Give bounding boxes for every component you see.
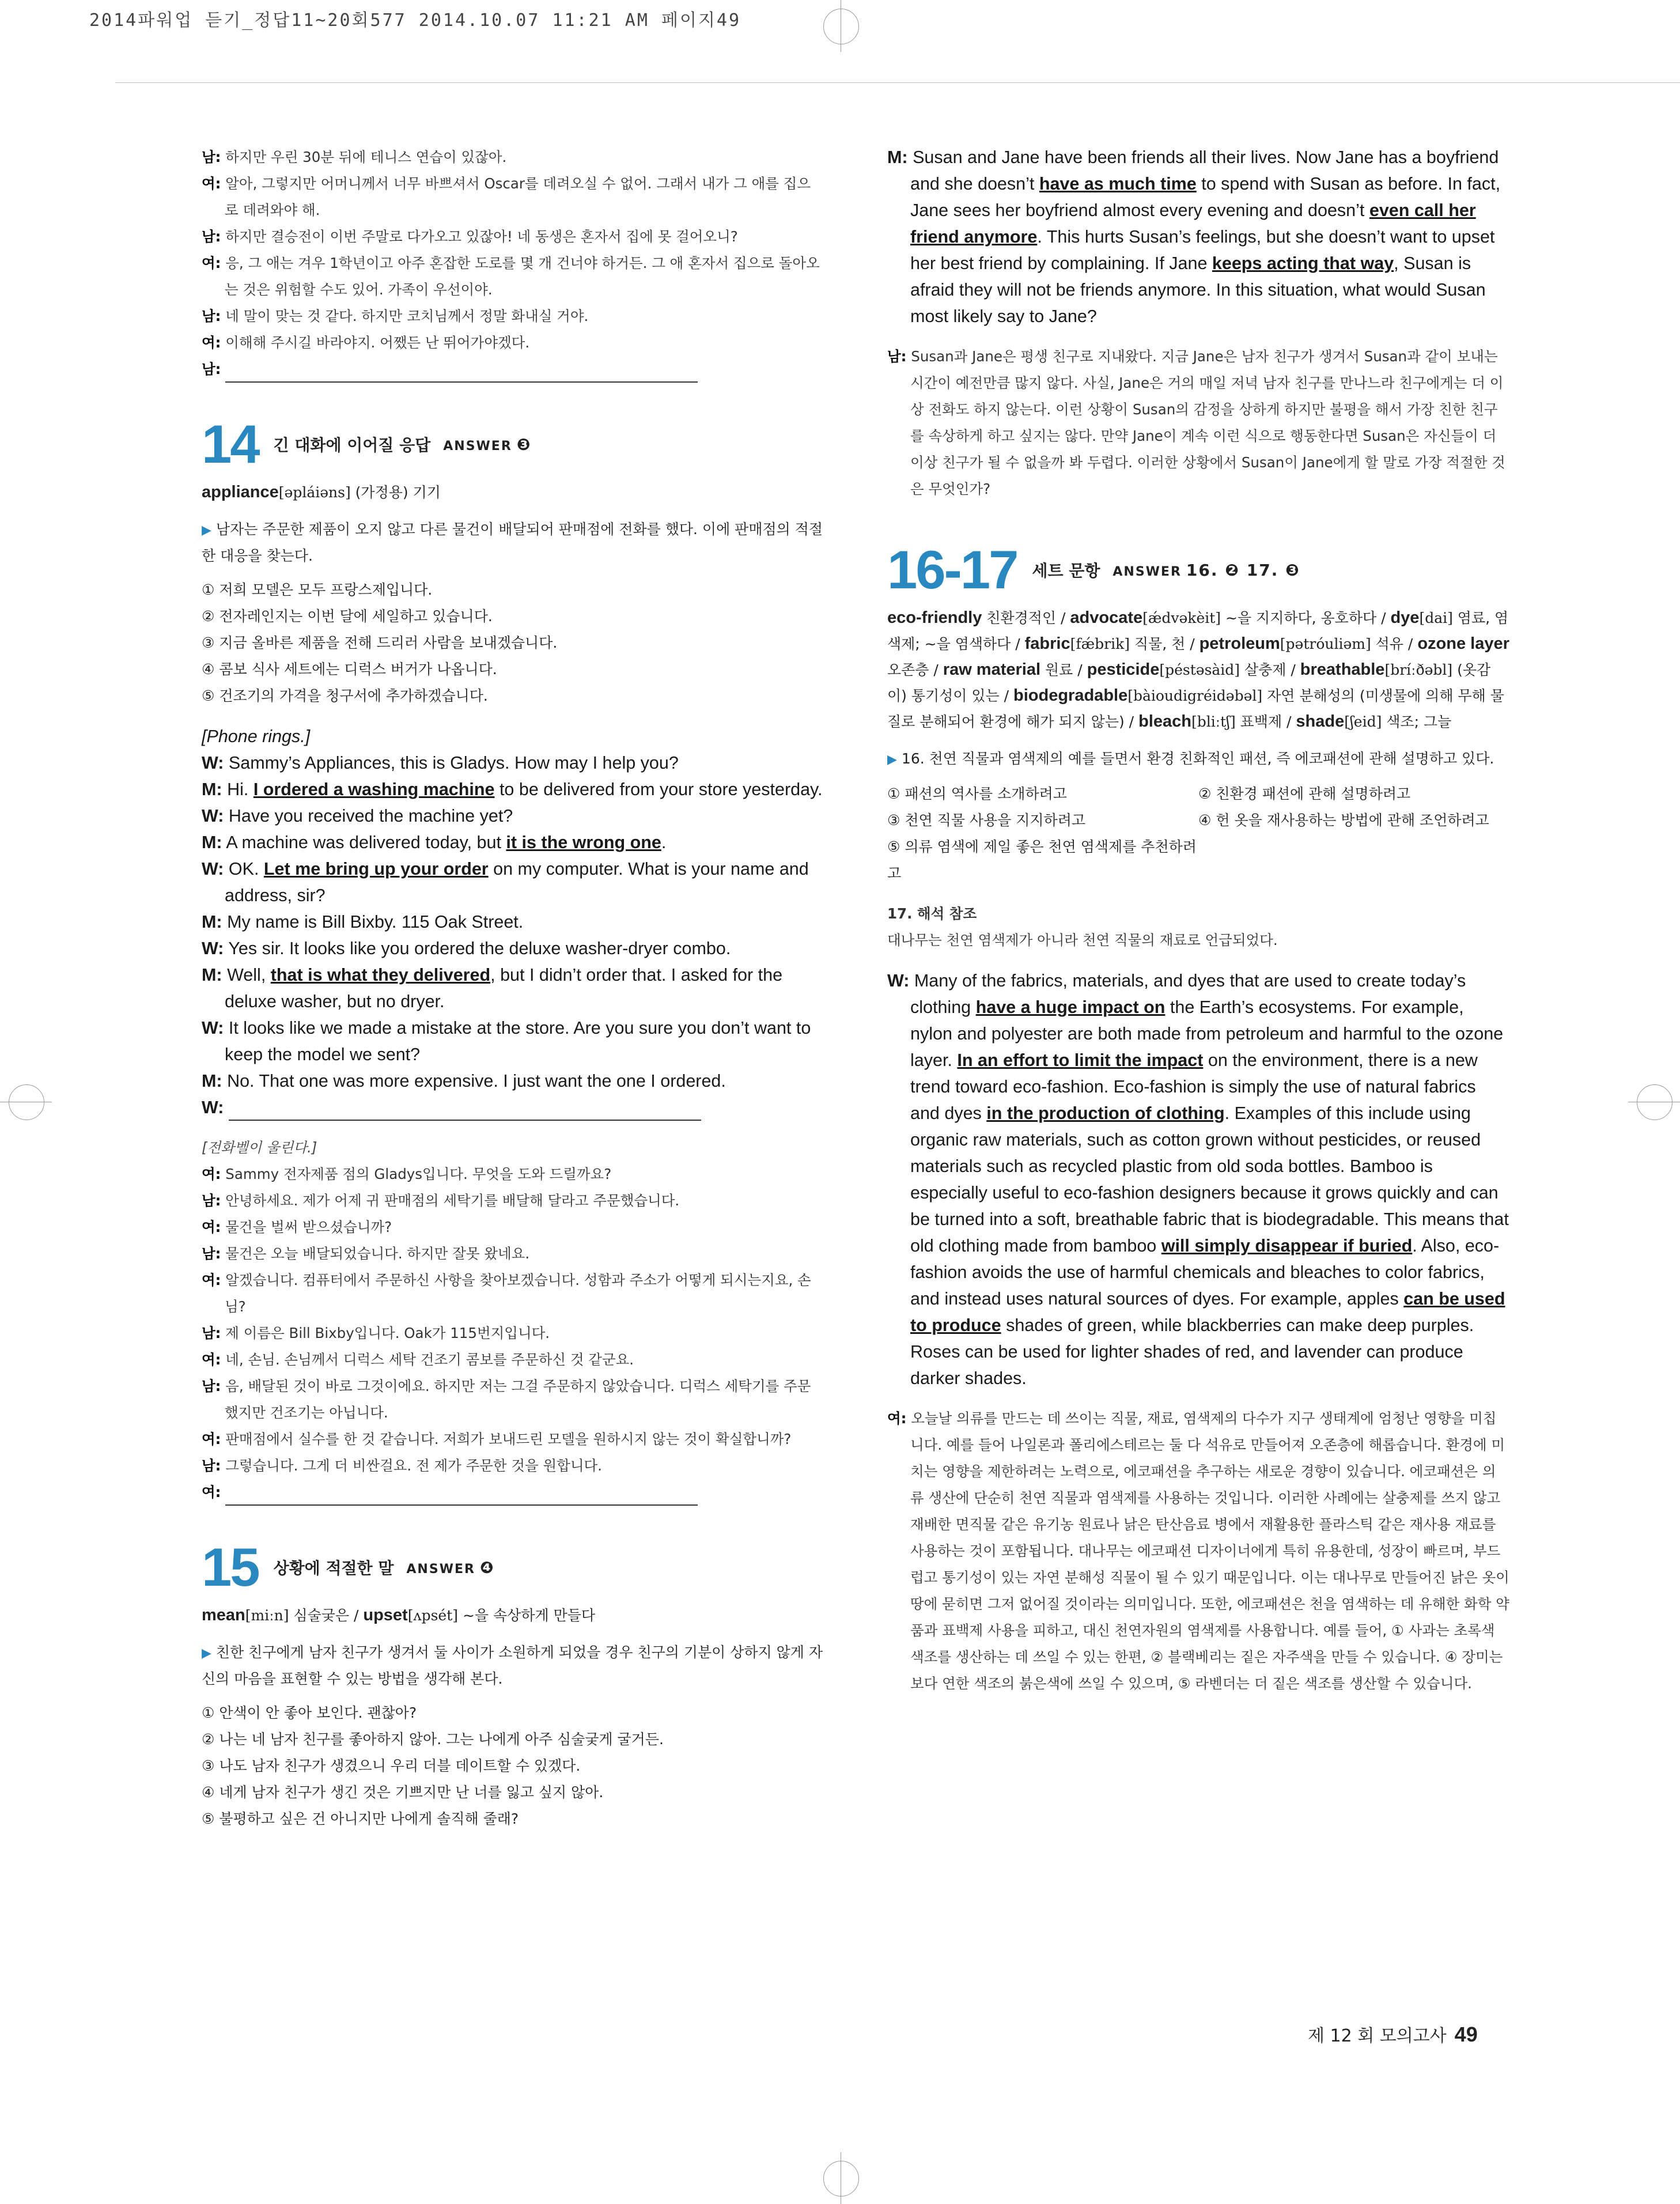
vocab-meaning: 직물, 천 /: [1129, 636, 1200, 652]
key-phrase: even call her friend anymore: [910, 201, 1476, 247]
answer-option: ② 친환경 패션에 관해 설명하려고: [1198, 785, 1411, 802]
speaker-label: M:: [202, 780, 222, 799]
dialog-text: Hi.: [227, 780, 253, 799]
vocab-word: ozone layer: [1417, 634, 1509, 653]
speaker-label: W:: [202, 859, 224, 879]
speaker-label: 남:: [202, 1457, 221, 1474]
question-title: 세트 문항: [1032, 561, 1100, 580]
phone-direction: [Phone rings.]: [202, 727, 311, 746]
vocab-meaning: 석유 /: [1371, 636, 1418, 652]
vocab-meaning: 염료, 염색제; ~을 염색하다 /: [887, 610, 1509, 652]
vocab-meaning: 표백제 /: [1235, 713, 1296, 730]
right-column: [887, 144, 1509, 1697]
q16-script: [887, 967, 1509, 1392]
dialog-line: [202, 1373, 824, 1426]
q14-vocab: appliance[əpláiəns] (가정용) 기기: [202, 483, 441, 501]
dialog-text: , but I didn’t order that. I asked for the deluxe washer, but no dryer.: [225, 965, 783, 1011]
triangle-bullet-icon: ▶: [202, 523, 211, 538]
q16-translation: 여: 오늘날 의류를 만드는 데 쓰이는 직물, 재료, 염색제의 다수가 지구 생태계에 엄청난 영향을 미칩니다. 예를 들어 나일론과 폴리에스테르는 둘 다 석유로 만들어져 오존층에 해롭습니다. 환경에 미치는 영향을 제한하려는 노력으로, 에코패션을 추구하는 새로운 경향이 있습니다. 에코패션은 의류 생산에 단순히 천연 직물과 염색제를 사용하는 것입니다. 이러한 사례에는 살충제를 쓰지 않고 재배한 면직물 같은 유기농 원료나 낡은 탄산음료 병에서 재활용한 플라스틱 같은 재사용 재료를 사용하는 것이 포함됩니다. 대나무는 에코패션 디자이너에게 특히 유용한데, 성장이 빠르며, 부드럽고 통기성이 있는 자연 분해성 직물이 될 수 있기 때문입니다. 이는 대나무로 만들어진 낡은 옷이 땅에 묻히면 그저 없어질 것이라는 의미입니다. 또한, 에코패션은 천을 염색하는 데 유해한 화학 약품과 표백제 사용을 피하고, 대신 천연자원의 염색제를 사용합니다. 예를 들어, ① 사과는 초록색 색조를 생산하는 데 쓰일 수 있는 한편, ② 블랙베리는 짙은 자주색을 만들 수 있습니다. ④ 장미는 보다 연한 색조의 붉은색에 쓰일 수 있으며, ⑤ 라벤더는 더 짙은 색조를 생산할 수 있습니다.: [887, 1410, 1509, 1692]
answer-blank: [225, 364, 698, 383]
answer-blank: [229, 1102, 701, 1121]
vocab-meaning: 심술궂은 /: [293, 1607, 364, 1624]
key-phrase: can be used to produce: [910, 1289, 1505, 1335]
speaker-label: M:: [887, 148, 908, 167]
triangle-bullet-icon: ▶: [202, 1646, 211, 1661]
vocab-pron: [bliːtʃ]: [1191, 713, 1236, 730]
dialog-line: [202, 356, 824, 383]
dialog-line: [202, 1214, 824, 1241]
speaker-label: 남:: [202, 1378, 221, 1394]
question-title: 상황에 적절한 말: [273, 1559, 394, 1578]
answer-option: ⑤ 불평하고 싶은 건 아니지만 나에게 솔직해 줄래?: [202, 1810, 519, 1827]
q15-header: [202, 1537, 824, 1597]
answer-value: ❹: [479, 1557, 495, 1577]
dialog-text: A machine was delivered today, but: [226, 833, 506, 852]
q14-header: [202, 414, 824, 474]
vocab-word: shade: [1296, 712, 1345, 731]
q16-header: [887, 539, 1509, 600]
answer-blank: [225, 1487, 698, 1506]
dialog-line: [202, 935, 824, 962]
vocab-pron: [fǽbrik]: [1070, 636, 1130, 652]
script-text: shades of green, while blackberries can make deep purples. Roses can be used for lighter shades of red, and lavender can produce darker shades.: [910, 1315, 1474, 1388]
script-text: , Susan is afraid they will not be friends anymore. In this situation, what would Susan most likely say to Jane?: [910, 254, 1486, 326]
print-header: 2014파워업 듣기_정답11~20회577 2014.10.07 11:21 AM 페이지49: [89, 10, 741, 31]
q16-vocab: [887, 605, 1509, 735]
speaker-label: W:: [887, 971, 910, 991]
registration-mark-bottom: [823, 2161, 859, 2197]
answer-value: 16. ❷ 17. ❸: [1186, 560, 1300, 580]
key-phrase: In an effort to limit the impact: [957, 1050, 1204, 1070]
q15-translation: 남: Susan과 Jane은 평생 친구로 지내왔다. 지금 Jane은 남자 친구가 생겨서 Susan과 같이 보내는 시간이 예전만큼 많지 않다. 사실, Jane은 거의 매일 저녁 남자 친구를 만나느라 친구에게는 더 이상 전화도 하지 않는다. 이런 상황이 Susan의 감정을 상하게 하지만 불평을 해서 가장 친한 친구를 속상하게 하고 싶지는 않다. 만약 Jane이 계속 이런 식으로 행동한다면 Susan은 자신들이 더 이상 친구가 될 수 없을까 봐 두렵다. 이러한 상황에서 Susan이 Jane에게 할 말로 가장 적절한 것은 무엇인가?: [887, 348, 1505, 497]
dialog-line: [202, 1320, 824, 1347]
speaker-label: M:: [202, 833, 222, 852]
dialog-text: No. That one was more expensive. I just want the one I ordered.: [227, 1071, 726, 1091]
vocab-word: bleach: [1138, 712, 1191, 731]
dialog-line: [202, 1267, 824, 1320]
vocab-pron: [ʃeid]: [1344, 713, 1382, 730]
vocab-meaning: (옷감이) 통기성이 있는 /: [887, 661, 1491, 704]
q15-options: [202, 1700, 824, 1832]
answer-option: ④ 네게 남자 친구가 생긴 것은 기쁘지만 난 너를 잃고 싶지 않아.: [202, 1784, 604, 1801]
vocab-meaning: 자연 분해성의 (미생물에 의해 무해 물질로 분해되어 환경에 해가 되지 않는) /: [887, 687, 1504, 730]
answer-option: ⑤ 건조기의 가격을 청구서에 추가하겠습니다.: [202, 687, 488, 704]
speaker-label: W:: [202, 1018, 224, 1038]
script-text: Susan and Jane have been friends all their lives. Now Jane has a boyfriend and she doesn’t: [910, 148, 1499, 194]
key-phrase: Let me bring up your order: [263, 859, 489, 879]
q17-note: 대나무는 천연 염색제가 아니라 천연 직물의 재료로 언급되었다.: [887, 932, 1278, 948]
dialog-text: 물건은 오늘 배달되었습니다. 하지만 잘못 왔네요.: [225, 1245, 530, 1262]
key-phrase: keeps acting that way: [1212, 254, 1394, 273]
dialog-text: on my computer. What is your name and address, sir?: [225, 859, 809, 905]
key-phrase: have as much time: [1039, 174, 1197, 194]
speaker-label: 여:: [202, 1431, 221, 1447]
q15-vocab: [202, 1602, 824, 1628]
dialog-line: [202, 1068, 824, 1094]
key-phrase: it is the wrong one: [506, 833, 661, 852]
dialog-line: [202, 962, 824, 1015]
left-column: [202, 144, 824, 1832]
dialog-text: Have you received the machine yet?: [228, 806, 513, 826]
dialog-line: [202, 224, 824, 250]
footer-label: 제 12 회 모의고사: [1308, 2026, 1447, 2046]
speaker-label: 남:: [202, 1245, 221, 1262]
speaker-label: 여:: [202, 1484, 221, 1500]
dialog-text: Sammy’s Appliances, this is Gladys. How may I help you?: [228, 753, 679, 773]
vocab-word: breathable: [1300, 660, 1385, 679]
vocab-word: dye: [1390, 608, 1420, 627]
answer-option: ③ 나도 남자 친구가 생겼으니 우리 더블 데이트할 수 있겠다.: [202, 1757, 581, 1774]
dialog-line: [202, 829, 824, 856]
dialog-line: [202, 303, 824, 330]
q14-translation: [202, 1161, 824, 1506]
dialog-text: 안녕하세요. 제가 어제 귀 판매점의 세탁기를 배달해 달라고 주문했습니다.: [225, 1192, 680, 1209]
page-footer: [1308, 2021, 1478, 2047]
answer-option: ③ 지금 올바른 제품을 전해 드리러 사람을 보내겠습니다.: [202, 634, 558, 651]
answer-option: ① 저희 모델은 모두 프랑스제입니다.: [202, 581, 433, 598]
vocab-pron: [bàioudigréidəbəl]: [1127, 687, 1263, 704]
phone-direction-ko: [전화벨이 울린다.]: [202, 1139, 317, 1156]
vocab-meaning: 친환경적인 /: [982, 610, 1070, 626]
trim-line-top: [115, 82, 1680, 83]
vocab-word: advocate: [1070, 608, 1143, 627]
q13-translation: [202, 144, 824, 383]
speaker-label: 남:: [202, 361, 221, 377]
vocab-word: biodegradable: [1013, 686, 1128, 705]
question-number: 14: [202, 414, 259, 474]
dialog-text: 판매점에서 실수를 한 것 같습니다. 저희가 보내드린 모델을 원하시지 않는 것이 확실합니까?: [225, 1431, 792, 1447]
answer-option: ④ 콤보 식사 세트에는 디럭스 버거가 나옵니다.: [202, 661, 497, 678]
question-number: 15: [202, 1537, 259, 1597]
dialog-text: .: [661, 833, 667, 852]
key-phrase: will simply disappear if buried: [1161, 1236, 1413, 1256]
vocab-word: fabric: [1024, 634, 1070, 653]
dialog-text: 알아, 그렇지만 어머니께서 너무 바쁘셔서 Oscar를 데려오실 수 없어. 그래서 내가 그 애를 집으로 데려와야 해.: [225, 175, 811, 218]
vocab-pron: [bríːðəbl]: [1384, 661, 1453, 678]
dialog-line: [202, 1188, 824, 1214]
vocab-word: pesticide: [1087, 660, 1160, 679]
dialog-text: Sammy 전자제품 점의 Gladys입니다. 무엇을 도와 드릴까요?: [225, 1166, 612, 1182]
key-phrase: that is what they delivered: [270, 965, 491, 985]
dialog-line: [202, 250, 824, 303]
q15-guide: ▶ 친한 친구에게 남자 친구가 생겨서 둘 사이가 소원하게 되었을 경우 친구의 기분이 상하지 않게 자신의 마음을 표현할 수 있는 방법을 생각해 본다.: [202, 1644, 823, 1687]
speaker-label: 여:: [202, 1351, 221, 1368]
answer-option: ⑤ 의류 염색에 제일 좋은 천연 염색제를 추천하려고: [887, 838, 1197, 882]
q16-guide: ▶ 16. 천연 직물과 염색제의 예를 들면서 환경 친화적인 패션, 즉 에코패션에 관해 설명하고 있다.: [887, 750, 1494, 767]
script-text: . Examples of this include using organic raw materials, such as cotton grown without pesticides, or reused materials such as recycled plastic from old soda bottles. Bamboo is especially useful to eco-fashion designers because it grows quickly and can be turned into a soft, breathable fabric that is biodegradable. This means that old clothing made from bamboo: [910, 1103, 1509, 1256]
dialog-line: [202, 1426, 824, 1453]
page-number: 49: [1454, 2022, 1478, 2046]
vocab-word: raw material: [943, 660, 1041, 679]
speaker-label: 여:: [202, 1272, 221, 1288]
answer-value: ❸: [516, 434, 532, 454]
question-number: 16-17: [887, 539, 1017, 600]
speaker-label: 여:: [202, 1219, 221, 1235]
speaker-label: W:: [202, 806, 224, 826]
dialog-text: 네 말이 맞는 것 같다. 하지만 코치님께서 정말 화내실 거야.: [225, 308, 589, 324]
script-text: . Also, eco-fashion avoids the use of harmful chemicals and bleaches to color fabrics, and instead uses natural sources of dyes. For example, apples: [910, 1236, 1500, 1309]
dialog-line: [202, 750, 824, 776]
dialog-line: [202, 1241, 824, 1267]
dialog-text: 네, 손님. 손님께서 디럭스 세탁 건조기 콤보를 주문하신 것 같군요.: [225, 1351, 634, 1368]
vocab-pron: [miːn]: [245, 1607, 289, 1624]
script-text: . This hurts Susan’s feelings, but she doesn’t want to upset her best friend by complaining. If Jane: [910, 227, 1495, 273]
dialog-line: [202, 909, 824, 935]
q14-options: [202, 577, 824, 709]
dialog-line: [202, 1015, 824, 1068]
dialog-text: It looks like we made a mistake at the store. Are you sure you don’t want to keep the model we sent?: [225, 1018, 811, 1064]
speaker-label: 여:: [202, 1166, 221, 1182]
vocab-word: upset: [363, 1606, 408, 1624]
vocab-meaning: 원료 /: [1040, 661, 1087, 678]
script-text: Many of the fabrics, materials, and dyes that are used to create today’s clothing: [910, 971, 1466, 1017]
triangle-bullet-icon: ▶: [887, 753, 897, 767]
q14-guide: ▶ 남자는 주문한 제품이 오지 않고 다른 물건이 배달되어 판매점에 전화를 했다. 이에 판매점의 적절한 대응을 찾는다.: [202, 521, 823, 564]
dialog-line: [202, 1094, 824, 1121]
key-phrase: have a huge impact on: [975, 997, 1166, 1017]
speaker-label: 남:: [202, 228, 221, 245]
vocab-meaning: 오존층 /: [887, 661, 943, 678]
dialog-text: OK.: [228, 859, 264, 879]
registration-mark-top: [823, 9, 859, 44]
dialog-text: 이해해 주시길 바라야지. 어쨌든 난 뛰어가야겠다.: [225, 334, 530, 351]
answer-option: ③ 천연 직물 사용을 지지하려고: [887, 812, 1086, 829]
speaker-label: 남:: [202, 1325, 221, 1341]
vocab-pron: [ʌpsét]: [407, 1607, 459, 1624]
q14-script: [202, 750, 824, 1121]
speaker-label: M:: [202, 912, 222, 932]
q16-options: [887, 781, 1509, 887]
dialog-text: Well,: [227, 965, 271, 985]
dialog-line: [202, 776, 824, 803]
dialog-text: 알겠습니다. 컴퓨터에서 주문하신 사항을 찾아보겠습니다. 성함과 주소가 어떻게 되시는지요, 손님?: [225, 1272, 811, 1315]
registration-mark-left: [9, 1084, 44, 1120]
vocab-meaning: 살충제 /: [1240, 661, 1300, 678]
speaker-label: 여:: [202, 175, 221, 192]
speaker-label: M:: [202, 965, 222, 985]
speaker-label: 남:: [202, 1192, 221, 1209]
question-title: 긴 대화에 이어질 응답: [273, 436, 431, 455]
speaker-label: 여:: [202, 255, 221, 271]
dialog-text: Yes sir. It looks like you ordered the deluxe washer-dryer combo.: [228, 939, 731, 958]
dialog-line: [202, 171, 824, 224]
dialog-line: [202, 330, 824, 356]
dialog-line: [202, 1453, 824, 1479]
script-text: to spend with Susan as before. In fact, Jane sees her boyfriend almost every evening and doesn’t: [910, 174, 1501, 220]
answer-label: ANSWER ❸: [443, 434, 532, 454]
dialog-text: 물건을 벌써 받으셨습니까?: [225, 1219, 392, 1235]
dialog-line: [202, 1161, 824, 1188]
speaker-label: 남:: [202, 308, 221, 324]
q15-script: [887, 144, 1509, 330]
answer-option: ① 패션의 역사를 소개하려고: [887, 785, 1067, 802]
dialog-text: 하지만 결승전이 이번 주말로 다가오고 있잖아! 네 동생은 혼자서 집에 못 걸어오니?: [225, 228, 738, 245]
q17-note-head: 17. 해석 참조: [887, 905, 977, 922]
answer-option: ② 전자레인지는 이번 달에 세일하고 있습니다.: [202, 608, 493, 625]
speaker-label: W:: [202, 753, 224, 773]
dialog-line: [202, 803, 824, 829]
script-text: on the environment, there is a new trend toward eco-fashion. Eco-fashion is simply the use of natural fabrics and dyes: [910, 1050, 1478, 1123]
dialog-text: to be delivered from your store yesterday.: [494, 780, 823, 799]
answer-option: ④ 헌 옷을 재사용하는 방법에 관해 조언하려고: [1198, 812, 1489, 829]
vocab-pron: [pətróuliəm]: [1280, 636, 1371, 652]
speaker-label: W:: [202, 939, 224, 958]
vocab-meaning: ~을 지지하다, 옹호하다 /: [1221, 610, 1391, 626]
key-phrase: I ordered a washing machine: [253, 780, 495, 799]
speaker-label: W:: [202, 1098, 224, 1117]
speaker-label: 여:: [202, 334, 221, 351]
vocab-pron: [ǽdvəkèit]: [1142, 610, 1221, 626]
dialog-text: 하지만 우린 30분 뒤에 테니스 연습이 있잖아.: [225, 149, 507, 165]
vocab-pron: [dai]: [1419, 610, 1453, 626]
vocab-word: petroleum: [1199, 634, 1280, 653]
vocab-meaning: ~을 속상하게 만들다: [462, 1607, 596, 1624]
answer-label: ANSWER 16. ❷ 17. ❸: [1113, 560, 1300, 580]
vocab-meaning: 색조; 그늘: [1382, 713, 1452, 730]
dialog-text: 그렇습니다. 그게 더 비싼걸요. 전 제가 주문한 것을 원합니다.: [225, 1457, 602, 1474]
answer-option: ① 안색이 안 좋아 보인다. 괜찮아?: [202, 1704, 417, 1721]
dialog-text: 응, 그 애는 겨우 1학년이고 아주 혼잡한 도로를 몇 개 건너야 하거든. 그 애 혼자서 집으로 돌아오는 것은 위험할 수도 있어. 가족이 우선이야.: [225, 255, 820, 298]
answer-label: ANSWER ❹: [406, 1557, 495, 1577]
answer-option: ② 나는 네 남자 친구를 좋아하지 않아. 그는 나에게 아주 심술궂게 굴거든.: [202, 1731, 664, 1748]
registration-mark-right: [1637, 1084, 1673, 1120]
speaker-label: M:: [202, 1071, 222, 1091]
key-phrase: in the production of clothing: [986, 1103, 1225, 1123]
dialog-line: [202, 1347, 824, 1373]
vocab-word: eco-friendly: [887, 608, 982, 627]
dialog-line: [202, 144, 824, 171]
vocab-pron: [péstəsàid]: [1159, 661, 1240, 678]
dialog-text: My name is Bill Bixby. 115 Oak Street.: [227, 912, 524, 932]
dialog-text: 제 이름은 Bill Bixby입니다. Oak가 115번지입니다.: [225, 1325, 550, 1341]
dialog-text: 음, 배달된 것이 바로 그것이에요. 하지만 저는 그걸 주문하지 않았습니다. 디럭스 세탁기를 주문했지만 건조기는 아닙니다.: [225, 1378, 811, 1421]
speaker-label: 남:: [202, 149, 221, 165]
vocab-word: mean: [202, 1606, 245, 1624]
dialog-line: [202, 856, 824, 909]
script-text: the Earth’s ecosystems. For example, nylon and polyester are both made from petroleum and harmful to the ozone layer.: [910, 997, 1504, 1070]
dialog-line: [202, 1479, 824, 1506]
